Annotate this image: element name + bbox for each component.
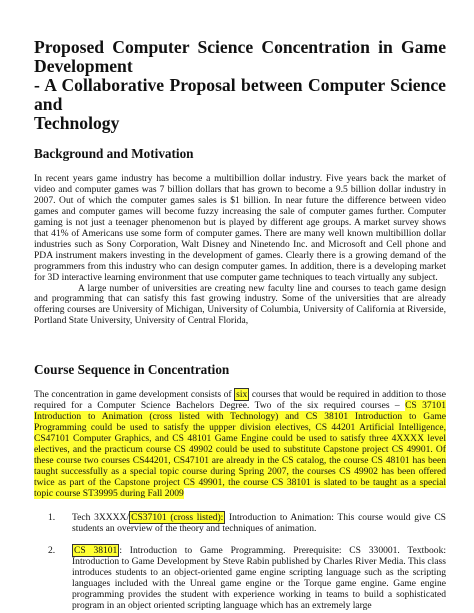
background-paragraph-2: A large number of universities are creating new faculty line and courses to teach game design and programming that can satisfy this fast growing industry. Some of the universities that are already offering courses are University of Michigan, University of Columbia, University of California at Riverside, Portland State University, University of Central Florida, xyxy=(34,282,446,327)
list-text: Introduction to Animation: This course would give CS students an overview of the theory and techniques of animation. xyxy=(72,511,446,534)
list-number: 2. xyxy=(48,544,56,556)
list-item xyxy=(34,513,446,535)
title-line-2: - A Collaborative Proposal between Computer Science and xyxy=(34,75,446,114)
list-text: : Introduction to Game Programming. Prerequisite: CS 330001. Textbook: Introduction to Game Development by Steve Rabin published by Charles River Media. This class introduces students to an object-oriented game engine scripting language such as the scripting languages included with the Unreal game engine or the Torque game engine. Game engine programming provides the student with experience working in teams to build a sophisticated program in an object oriented scripting language which has an extremely large xyxy=(72,544,446,611)
background-paragraph-1: In recent years game industry has become a multibillion dollar industry. Five years back the market of video and computer games was 7 billion dollars that has grown to become a 9.5 billion dollar industry in 2007. Out of which the computer games sales is $1 billion. In near future the difference between video games and computer games will become fuzzy increasing the sale of computer games further. Computer gaming is not just a teenager phenomenon but is played by different age groups. A market survey shows that 41% of Americans use some form of computer games. There are many well known multibillion dollar industries such as Sony Corporation, Walt Disney and Ninetendo Inc. and Microsoft and Cell phone and PDA instrument makers investing in the development of games. Clearly there is a growing demand of the programmers from this industry who can design computer games. In addition, there is a developing market for 3D interactive learning environment that use computer game techniques to teach virtually any subject. xyxy=(34,173,446,283)
title-line-3: Technology xyxy=(34,113,120,133)
course-sequence-paragraph xyxy=(34,390,446,500)
section-heading-background: Background and Motivation xyxy=(34,146,194,161)
text-run: courses that would be required in addition to those required for a Computer Science Bachelors Degree. Two of the six required courses – xyxy=(34,389,446,412)
list-number: 1. xyxy=(48,511,56,523)
section-heading-course-sequence: Course Sequence in Concentration xyxy=(34,362,230,378)
highlighted-six: six xyxy=(236,389,248,401)
list-item xyxy=(34,546,446,612)
list-prefix: Tech 3XXXX/ xyxy=(72,511,130,523)
text-run: The concentration in game development consists of xyxy=(34,389,235,401)
course-list xyxy=(34,513,446,612)
title-line-1: Proposed Computer Science Concentration in Game Development xyxy=(34,37,446,76)
highlighted-course-code: CS37101 (cross listed): xyxy=(131,511,224,523)
highlighted-course-code: CS 38101 xyxy=(74,544,118,556)
highlighted-course-text: CS 37101 Introduction to Animation (cross listed with Technology) and CS 38101 Introduction to Game Programming could be used to satisfy the uppper division electives, CS 44201 Artificial Intelligence, CS47101 Computer Graphics, and CS 48101 Game Engine could be used to satisfy three 4XXXX level electives, and the practicum course CS 49902 could be used to substitute Capstone project CS 49901. Of these course two courses CS44201, CS47101 are already in the CS catalog, the course CS 48101 has been taught successfully as a special topic course during Spring 2007, the courses CS 49902 has been offered twice as part of the Capstone project CS 49901, the course CS 38101 is slated to be taught as a special topic course ST39995 during Fall 2009 xyxy=(34,400,446,499)
document-page xyxy=(34,38,446,612)
document-title xyxy=(34,38,446,133)
